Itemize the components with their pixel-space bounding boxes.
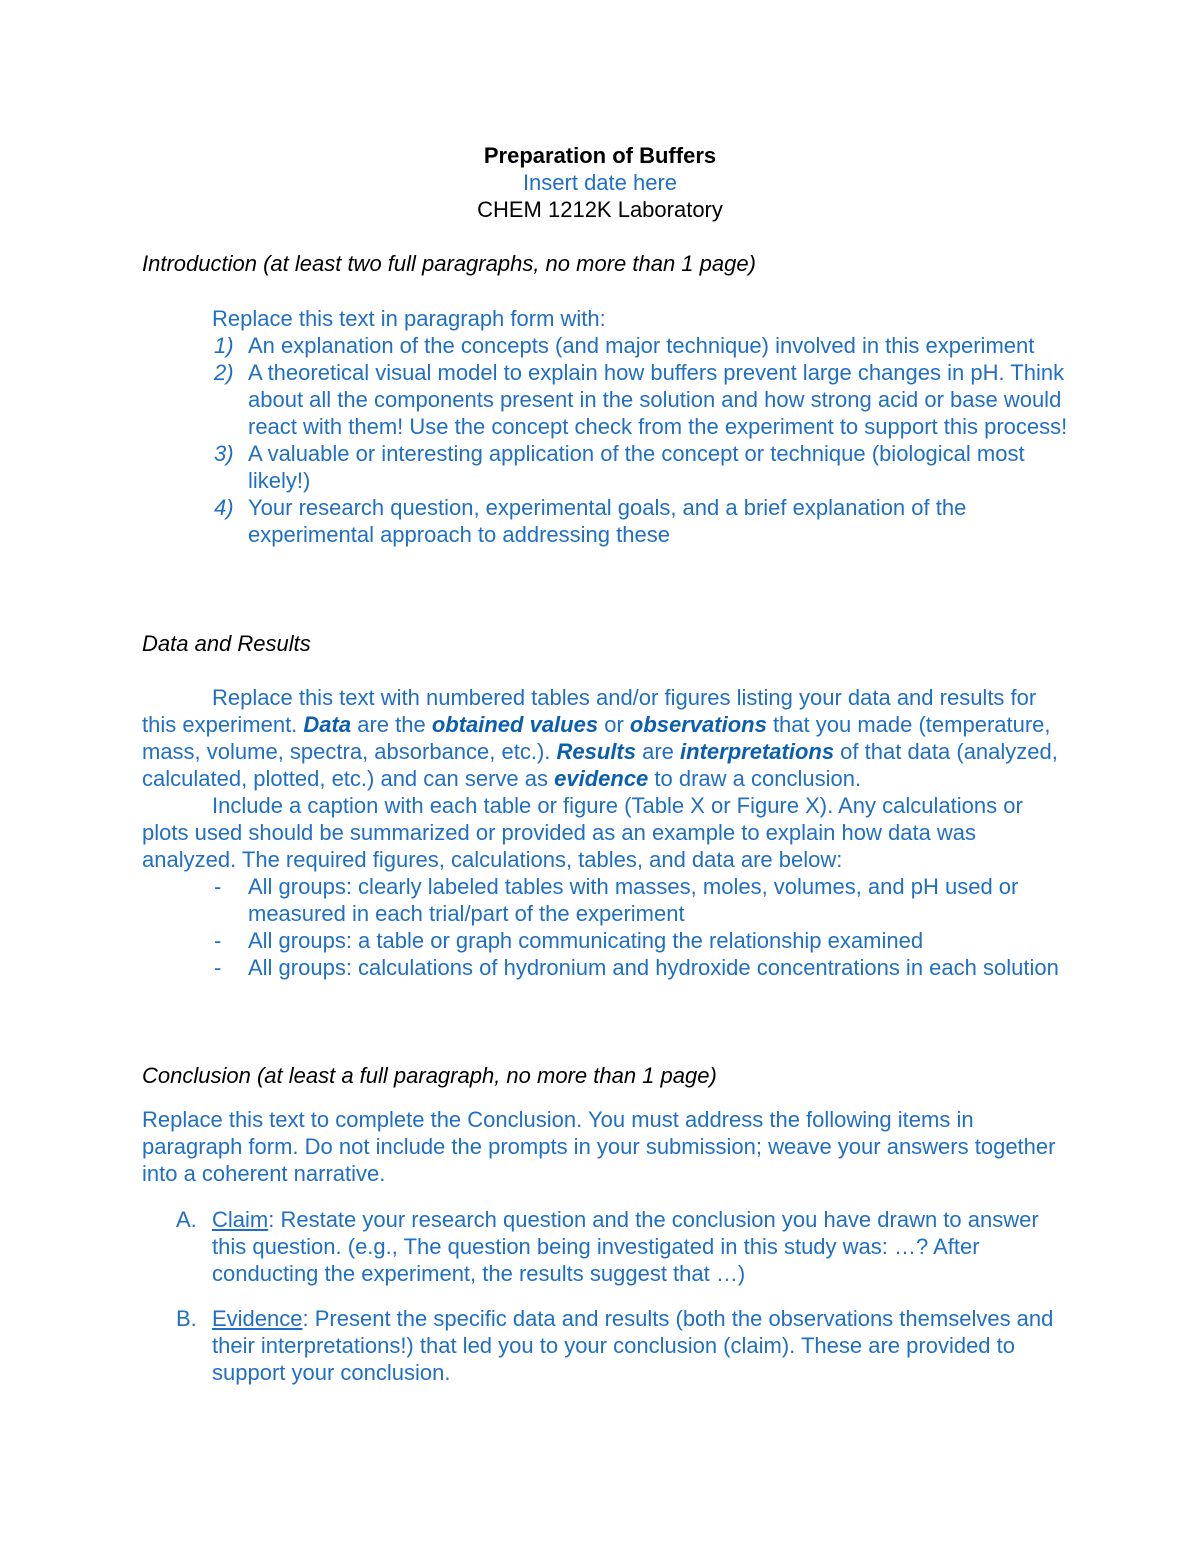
list-item-text: A valuable or interesting application of the concept or technique (biological most likely!) [248, 441, 1025, 493]
emphasis-data: Data [303, 712, 352, 737]
conclusion-item-claim [142, 1206, 1062, 1287]
list-item-text: : Present the specific data and results (both the observations themselves and their interpretations!) that led you to your conclusion (claim). These are provided to support your conclusion. [212, 1306, 1054, 1385]
introduction-section [142, 305, 1082, 548]
list-item [142, 332, 1082, 359]
conclusion-item-evidence [142, 1305, 1062, 1386]
evidence-label: Evidence [212, 1306, 303, 1331]
course-name: CHEM 1212K Laboratory [477, 197, 723, 222]
caption-paragraph: Include a caption with each table or figure (Table X or Figure X). Any calculations or plots used should be summarized or provided as an example to explain how data was analyzed. The required figures, calculations, tables, and data are below: [142, 793, 1023, 872]
text-run: or [598, 712, 630, 737]
list-item [142, 440, 1082, 494]
list-item [142, 873, 1062, 927]
list-marker: 4) [214, 495, 234, 520]
introduction-lead: Replace this text in paragraph form with: [212, 306, 606, 331]
list-item [142, 954, 1062, 981]
list-item-text: An explanation of the concepts (and major technique) involved in this experiment [248, 333, 1035, 358]
emphasis-obtained-values: obtained values [431, 712, 599, 737]
introduction-heading: Introduction (at least two full paragraphs, no more than 1 page) [142, 251, 756, 276]
emphasis-observations: observations [629, 712, 767, 737]
list-item-text: A theoretical visual model to explain how buffers prevent large changes in pH. Think about all the components present in the solution and how strong acid or base would react with them! Use the concept check from the experiment to support this process! [248, 360, 1068, 439]
list-item [142, 927, 1062, 954]
emphasis-evidence: evidence [554, 766, 649, 791]
date-placeholder: Insert date here [522, 170, 678, 195]
list-marker: 2) [214, 360, 234, 385]
text-run: are the [351, 712, 432, 737]
bullet-marker: - [214, 874, 222, 899]
data-results-heading: Data and Results [142, 631, 311, 656]
list-marker: 1) [214, 333, 234, 358]
list-item [142, 494, 1082, 548]
bullet-marker: - [214, 955, 222, 980]
list-item-text: Your research question, experimental goals, and a brief explanation of the experimental approach to addressing these [248, 495, 967, 547]
text-run: Replace this text with numbered tables and/or figures listing your data and results for this experiment. [142, 685, 1037, 737]
list-item [142, 359, 1082, 440]
text-run: are [636, 739, 681, 764]
conclusion-lead: Replace this text to complete the Conclusion. You must address the following items in paragraph form. Do not include the prompts in your submission; weave your answers together into a coherent narrative. [142, 1107, 1056, 1186]
data-results-section [142, 684, 1062, 981]
data-results-paragraph [142, 684, 1062, 792]
list-item [142, 1305, 1062, 1386]
list-item-text: All groups: a table or graph communicating the relationship examined [248, 928, 924, 953]
emphasis-results: Results [556, 739, 636, 764]
text-run: to draw a conclusion. [648, 766, 862, 791]
text-run: that you made (temperature, mass, volume, spectra, absorbance, etc.). [142, 712, 1051, 764]
bullet-marker: - [214, 928, 222, 953]
conclusion-heading: Conclusion (at least a full paragraph, no more than 1 page) [142, 1063, 717, 1088]
claim-label: Claim [212, 1207, 269, 1232]
list-marker: B. [176, 1306, 197, 1331]
list-marker: A. [176, 1207, 197, 1232]
document-title: Preparation of Buffers [483, 143, 717, 168]
text-run: of that data (analyzed, calculated, plotted, etc.) and can serve as [142, 739, 1058, 791]
emphasis-interpretations: interpretations [680, 739, 835, 764]
list-marker: 3) [214, 441, 234, 466]
list-item-text: : Restate your research question and the conclusion you have drawn to answer this question. (e.g., The question being investigated in this study was: …? After conducting the experiment, the results suggest that …) [212, 1207, 1039, 1286]
list-item [142, 1206, 1062, 1287]
list-item-text: All groups: clearly labeled tables with masses, moles, volumes, and pH used or measured in each trial/part of the experiment [248, 874, 1019, 926]
list-item-text: All groups: calculations of hydronium and hydroxide concentrations in each solution [248, 955, 1059, 980]
